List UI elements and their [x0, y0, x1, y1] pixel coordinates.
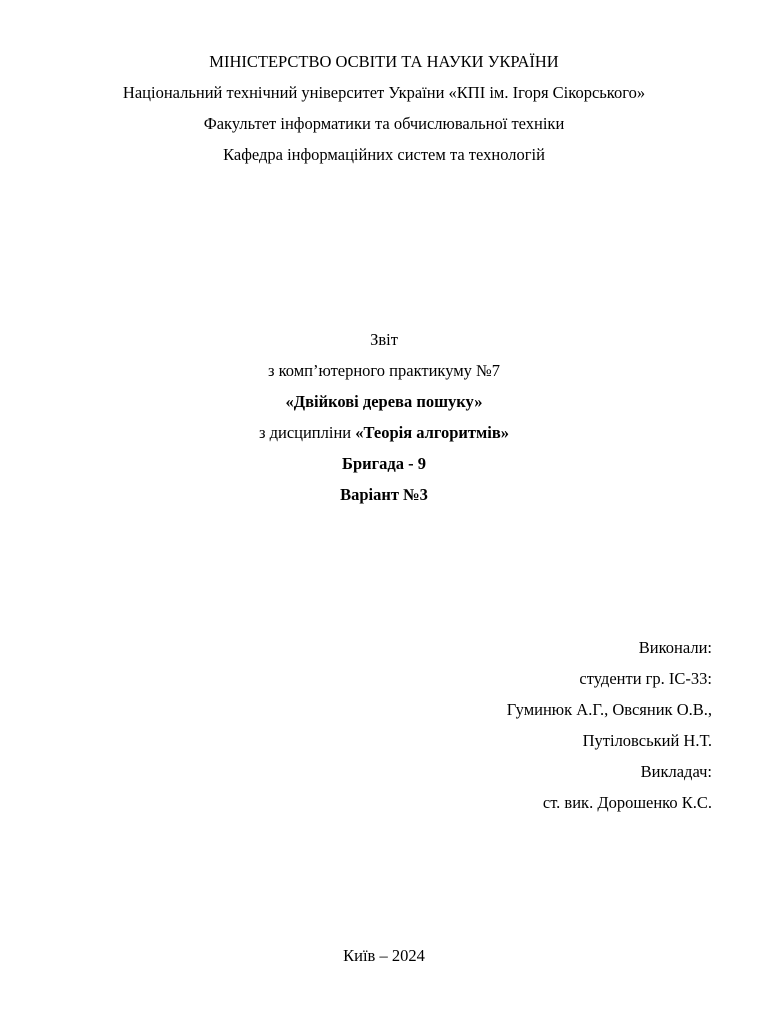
teacher-label: Викладач: — [640, 762, 712, 781]
brigade-number: Бригада - 9 — [342, 454, 426, 473]
report-title: Звіт — [370, 330, 398, 349]
teacher-name: ст. вик. Дорошенко К.С. — [542, 793, 712, 812]
performed-label: Виконали: — [638, 638, 712, 657]
university-name: Національний технічний університет України «КПІ ім. Ігоря Сікорського» — [122, 83, 646, 102]
practicum-subtitle: з комп’ютерного практикуму №7 — [267, 361, 501, 380]
students-names-line2: Путіловський Н.Т. — [582, 731, 712, 750]
city-year: Київ – 2024 — [343, 946, 425, 965]
discipline-prefix: з дисципліни — [258, 423, 356, 442]
discipline-line — [0, 423, 768, 443]
variant-number: Варіант №3 — [340, 485, 428, 504]
discipline-name: «Теорія алгоритмів» — [355, 423, 510, 442]
faculty-name: Факультет інформатики та обчислювальної техніки — [203, 114, 565, 133]
students-names-line1: Гуминюк А.Г., Овсяник О.В., — [506, 700, 712, 719]
department-name: Кафедра інформаційних систем та технологій — [223, 145, 545, 164]
ministry-heading: МІНІСТЕРСТВО ОСВІТИ ТА НАУКИ УКРАЇНИ — [209, 52, 559, 71]
report-topic: «Двійкові дерева пошуку» — [285, 392, 483, 411]
student-group: студенти гр. ІС-33: — [579, 669, 712, 688]
